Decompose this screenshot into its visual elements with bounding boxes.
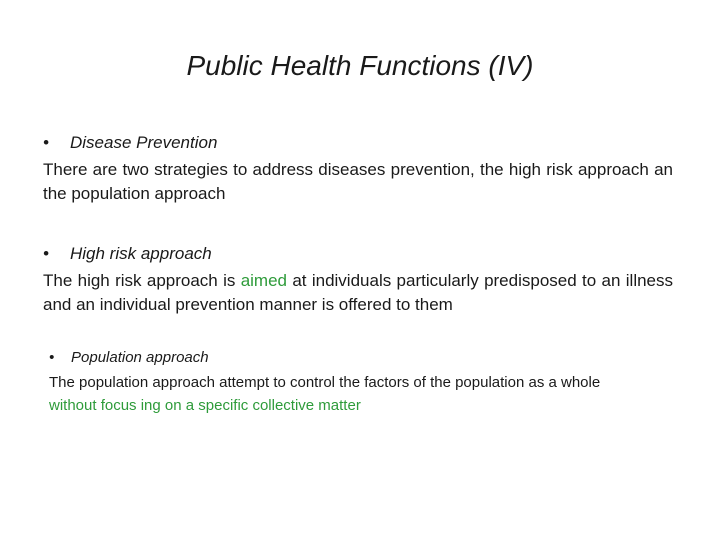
- bullet-icon: •: [43, 244, 49, 263]
- paragraph-line-1: The population approach attempt to control the factors of the population as a whole: [49, 374, 601, 391]
- paragraph-high-risk-approach: [43, 269, 673, 317]
- bullet-heading: [49, 348, 679, 368]
- paragraph-text-before: The high risk approach is: [43, 271, 241, 290]
- section-disease-prevention: [43, 132, 673, 206]
- paragraph-line-2: without focus ing on a specific collective matter: [49, 397, 361, 414]
- section-population-approach: [49, 348, 679, 417]
- highlighted-word: aimed: [240, 271, 287, 290]
- page-title: Public Health Functions (IV): [186, 50, 534, 81]
- bullet-heading: [43, 243, 673, 265]
- bullet-icon: •: [43, 133, 49, 152]
- heading-high-risk-approach: High risk approach: [70, 244, 212, 263]
- heading-population-approach: Population approach: [71, 349, 209, 366]
- section-high-risk-approach: [43, 243, 673, 317]
- paragraph-text-after: at individuals particularly predisposed to an illness and an individual prevention manner is offered to them: [43, 271, 673, 314]
- paragraph-population-approach: [49, 371, 679, 417]
- heading-disease-prevention: Disease Prevention: [70, 133, 218, 152]
- bullet-icon: •: [49, 349, 55, 366]
- paragraph-disease-prevention: There are two strategies to address diseases prevention, the high risk approach an the population approach: [43, 160, 673, 203]
- bullet-heading: [43, 132, 673, 154]
